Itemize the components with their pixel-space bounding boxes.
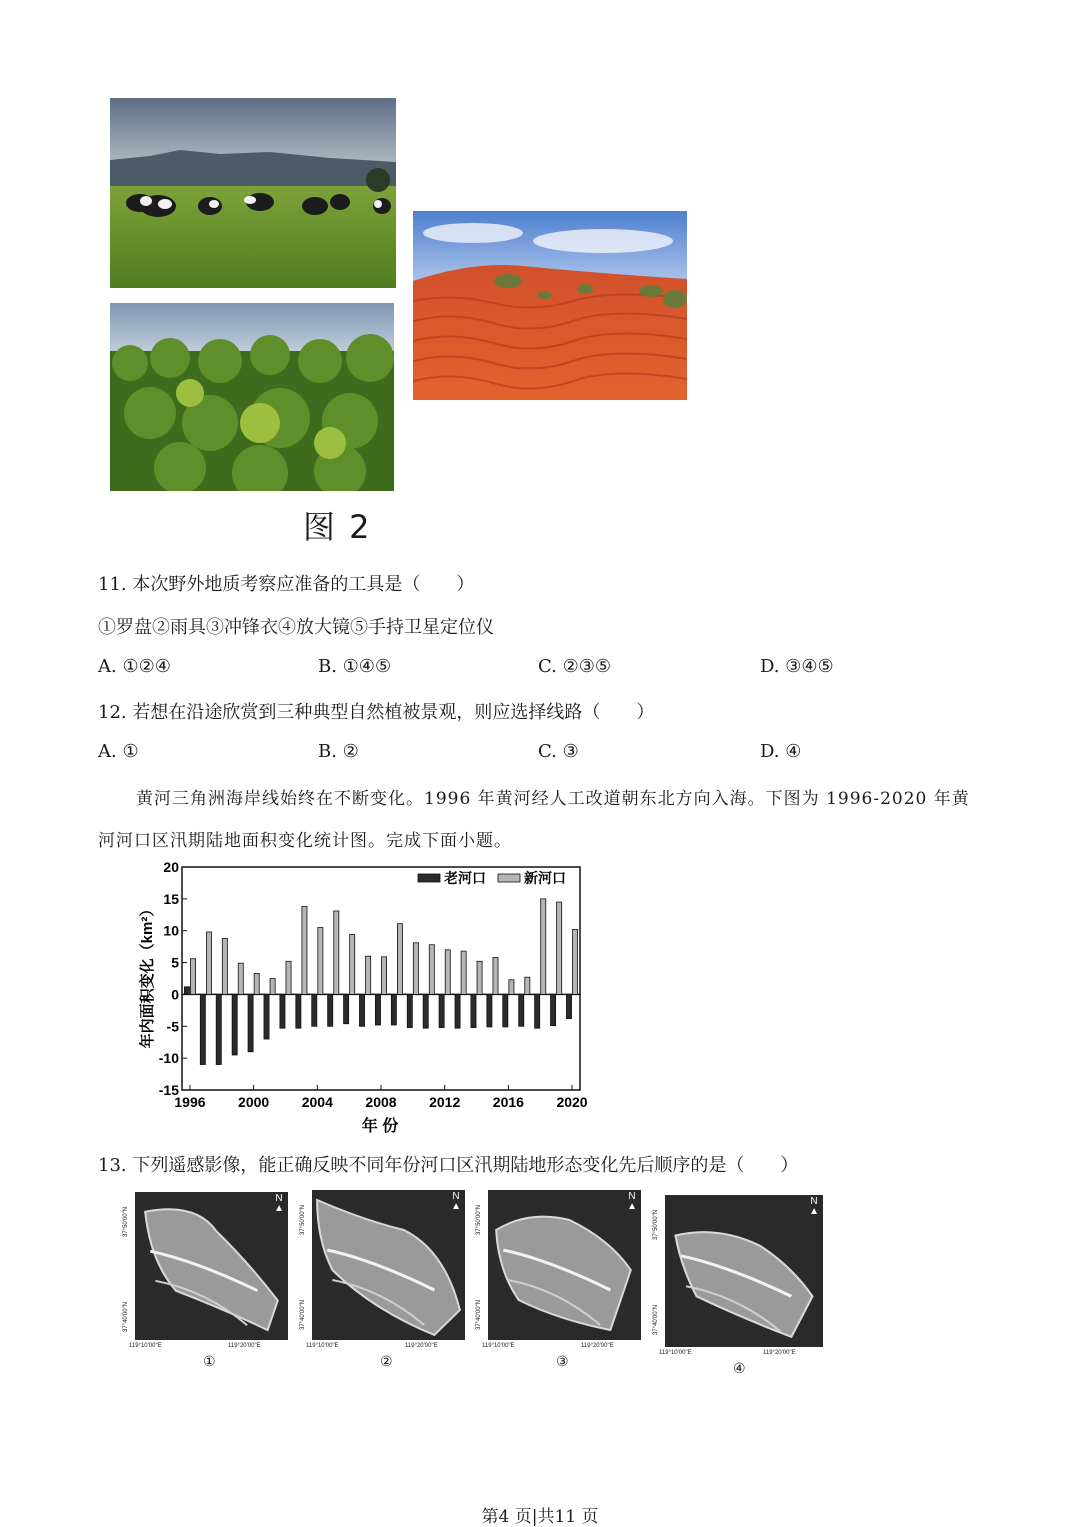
photo-forest (110, 303, 394, 491)
lon-left-label: 119°10'00"E (129, 1343, 162, 1349)
legend-label-new: 新河口 (524, 870, 566, 886)
q11-option-a[interactable]: A. ①②④ (98, 656, 171, 677)
bar-new-2020 (573, 929, 578, 994)
bar-new-2008 (382, 957, 387, 995)
lon-left-label: 119°10'00"E (482, 1343, 515, 1349)
remote-sensing-image-3 (488, 1190, 641, 1340)
q12-stem: 12. 若想在沿途欣赏到三种典型自然植被景观，则应选择线路（ ） (98, 702, 655, 723)
q12-option-b[interactable]: B. ② (318, 741, 359, 762)
bar-old-2002 (280, 994, 285, 1028)
bar-new-2019 (557, 902, 562, 994)
bar-new-2002 (286, 961, 291, 994)
bar-old-2008 (375, 994, 380, 1025)
bar-new-2011 (429, 945, 434, 995)
bar-old-2007 (359, 994, 364, 1026)
bar-new-2001 (270, 979, 275, 995)
y-tick-label: 10 (163, 922, 179, 939)
bar-old-2009 (391, 994, 396, 1025)
q12-option-d[interactable]: D. ④ (760, 741, 802, 762)
x-tick-label: 2012 (429, 1094, 461, 1110)
bar-old-2005 (328, 994, 333, 1026)
bar-new-1997 (206, 932, 211, 994)
north-arrow-icon: N ▲ (627, 1191, 637, 1212)
image-number-label: ② (380, 1354, 393, 1370)
legend-swatch-old (418, 874, 440, 882)
lat-top-label: 37°50'00"N (123, 1206, 129, 1237)
x-tick-label: 2000 (238, 1094, 270, 1110)
lat-bottom-label: 37°40'00"N (476, 1299, 482, 1330)
q12-option-a[interactable]: A. ① (98, 741, 139, 762)
lon-right-label: 119°20'00"E (405, 1343, 438, 1349)
bar-new-2014 (477, 961, 482, 994)
q12-option-c[interactable]: C. ③ (538, 741, 579, 762)
bar-new-2004 (318, 928, 323, 995)
bar-old-2019 (551, 994, 556, 1025)
bar-new-2017 (525, 977, 530, 994)
bar-old-2020 (566, 994, 571, 1018)
y-tick-label: 0 (171, 986, 179, 1003)
bar-old-2016 (503, 994, 508, 1026)
bar-new-2013 (461, 951, 466, 994)
x-tick-label: 2016 (492, 1094, 524, 1110)
lat-top-label: 37°50'00"N (300, 1204, 306, 1235)
bar-old-2015 (487, 994, 492, 1026)
bar-old-2014 (471, 994, 476, 1027)
image-number-label: ③ (556, 1354, 569, 1370)
remote-sensing-image-4 (665, 1195, 823, 1347)
q11-option-b[interactable]: B. ①④⑤ (318, 656, 392, 677)
bar-new-2000 (254, 973, 259, 994)
bar-old-2010 (407, 994, 412, 1027)
bar-old-2001 (264, 994, 269, 1039)
bar-new-2015 (493, 957, 498, 994)
bar-new-2016 (509, 980, 514, 995)
north-arrow-icon: N ▲ (451, 1191, 461, 1212)
photo-red-desert (413, 211, 687, 400)
x-tick-label: 2008 (365, 1094, 397, 1110)
bar-old-2013 (455, 994, 460, 1028)
bar-new-2010 (413, 943, 418, 995)
lat-bottom-label: 37°40'00"N (123, 1301, 129, 1332)
bar-old-1997 (200, 994, 205, 1064)
image-number-label: ① (203, 1354, 216, 1370)
lat-bottom-label: 37°40'00"N (300, 1299, 306, 1330)
lon-left-label: 119°10'00"E (659, 1350, 692, 1356)
bar-old-2000 (248, 994, 253, 1051)
bar-old-2011 (423, 994, 428, 1028)
q11-option-d[interactable]: D. ③④⑤ (760, 656, 834, 677)
remote-sensing-image-1 (135, 1192, 288, 1340)
x-axis-label: 年 份 (361, 1118, 399, 1135)
bar-new-1999 (238, 963, 243, 994)
bar-new-2009 (397, 924, 402, 995)
bar-new-2012 (445, 950, 450, 995)
bar-old-2017 (519, 994, 524, 1026)
y-tick-label: -15 (158, 1082, 179, 1098)
y-tick-label: -5 (166, 1018, 179, 1035)
bar-old-2018 (535, 994, 540, 1028)
x-tick-label: 1996 (174, 1094, 206, 1110)
lon-right-label: 119°20'00"E (763, 1350, 796, 1356)
bar-new-2003 (302, 907, 307, 995)
bar-new-2018 (541, 899, 546, 995)
y-axis-label: 年内面积变化（km²） (139, 901, 156, 1049)
bar-old-2003 (296, 994, 301, 1028)
intro-line-2: 河河口区汛期陆地面积变化统计图。完成下面小题。 (98, 831, 512, 851)
lat-bottom-label: 37°40'00"N (653, 1304, 659, 1335)
bar-new-2007 (366, 956, 371, 994)
legend-swatch-new (498, 874, 520, 882)
bar-old-2006 (344, 994, 349, 1023)
y-tick-label: 20 (163, 859, 179, 875)
bar-old-1998 (216, 994, 221, 1064)
bar-old-2004 (312, 994, 317, 1026)
lon-right-label: 119°20'00"E (228, 1343, 261, 1349)
bar-new-2006 (350, 935, 355, 995)
bar-new-2005 (334, 911, 339, 994)
bar-old-1996 (184, 987, 189, 995)
lat-top-label: 37°50'00"N (653, 1209, 659, 1240)
bar-old-1999 (232, 994, 237, 1055)
y-tick-label: 15 (163, 890, 179, 907)
area-change-bar-chart (130, 855, 600, 1140)
intro-line-1: 黄河三角洲海岸线始终在不断变化。1996 年黄河经人工改道朝东北方向入海。下图为 1996-2020 年黄 (136, 789, 970, 809)
north-arrow-icon: N ▲ (809, 1196, 819, 1217)
figure-caption: 图 2 (303, 508, 372, 546)
lon-left-label: 119°10'00"E (306, 1343, 339, 1349)
q13-stem: 13. 下列遥感影像，能正确反映不同年份河口区汛期陆地形态变化先后顺序的是（ ） (98, 1155, 799, 1176)
q11-tools: ①罗盘②雨具③冲锋衣④放大镜⑤手持卫星定位仪 (98, 617, 494, 638)
x-tick-label: 2004 (301, 1094, 333, 1110)
page-footer: 第4 页|共11 页 (481, 1507, 599, 1527)
bar-new-1996 (190, 959, 195, 995)
lat-top-label: 37°50'00"N (476, 1204, 482, 1235)
x-tick-label: 2020 (556, 1094, 588, 1110)
north-arrow-icon: N ▲ (274, 1193, 284, 1214)
image-number-label: ④ (733, 1361, 746, 1377)
bar-old-2012 (439, 994, 444, 1027)
remote-sensing-image-2 (312, 1190, 465, 1340)
q11-option-c[interactable]: C. ②③⑤ (538, 656, 611, 677)
q11-stem: 11. 本次野外地质考察应准备的工具是（ ） (98, 574, 475, 595)
y-tick-label: 5 (171, 954, 179, 971)
bar-new-1998 (222, 938, 227, 994)
y-tick-label: -10 (158, 1050, 179, 1067)
lon-right-label: 119°20'00"E (581, 1343, 614, 1349)
legend-label-old: 老河口 (444, 870, 486, 886)
photo-grassland-cows (110, 98, 396, 288)
